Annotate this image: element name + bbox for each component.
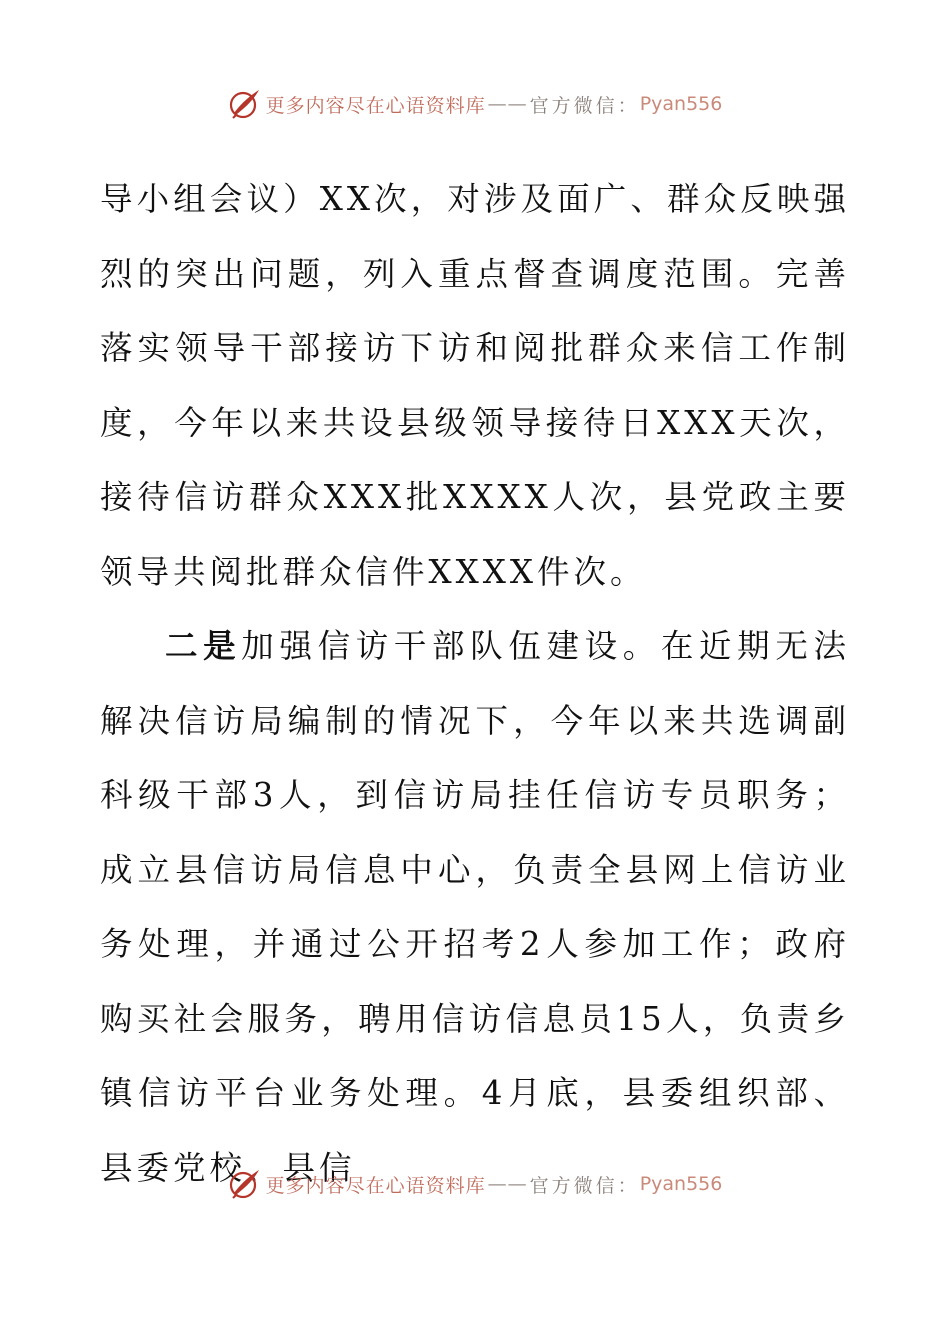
paragraph-1: 导小组会议）XX次，对涉及面广、群众反映强烈的突出问题，列入重点督查调度范围。完善落实领导干部接访下访和阅批群众来信工作制度，今年以来共设县级领导接待日XXX天次，接待信访群众XXX批XXXX人次，县党政主要领导共阅批群众信件XXXX件次。 xyxy=(100,180,850,591)
header-wechat-label: 官方微信： xyxy=(529,94,640,117)
footer-site-text: 更多内容尽在心语资料库 xyxy=(265,1174,486,1197)
header-separator: —— xyxy=(487,93,528,115)
footer-banner xyxy=(0,1164,950,1204)
header-banner xyxy=(0,84,950,124)
paragraph-2-lead: 二是 xyxy=(165,627,242,665)
header-wechat-id: Pyan556 xyxy=(639,93,723,115)
document-body xyxy=(100,162,850,1205)
paragraph-2-text: 加强信访干部队伍建设。在近期无法解决信访局编制的情况下，今年以来共选调副科级干部3人，到信访局挂任信访专员职务；成立县信访局信息中心，负责全县网上信访业务处理，并通过公开招考2人参加工作；政府购买社会服务，聘用信访信息员15人，负责乡镇信访平台业务处理。4月底，县委组织部、县委党校、县信 xyxy=(100,627,850,1187)
paragraph-2 xyxy=(100,609,850,1205)
quill-pen-logo-icon xyxy=(228,87,262,121)
footer-wechat-id: Pyan556 xyxy=(639,1173,723,1195)
footer-wechat-label: 官方微信： xyxy=(529,1174,640,1197)
header-site-text: 更多内容尽在心语资料库 xyxy=(265,94,486,117)
quill-pen-logo-icon xyxy=(228,1167,262,1201)
footer-separator: —— xyxy=(487,1173,528,1195)
